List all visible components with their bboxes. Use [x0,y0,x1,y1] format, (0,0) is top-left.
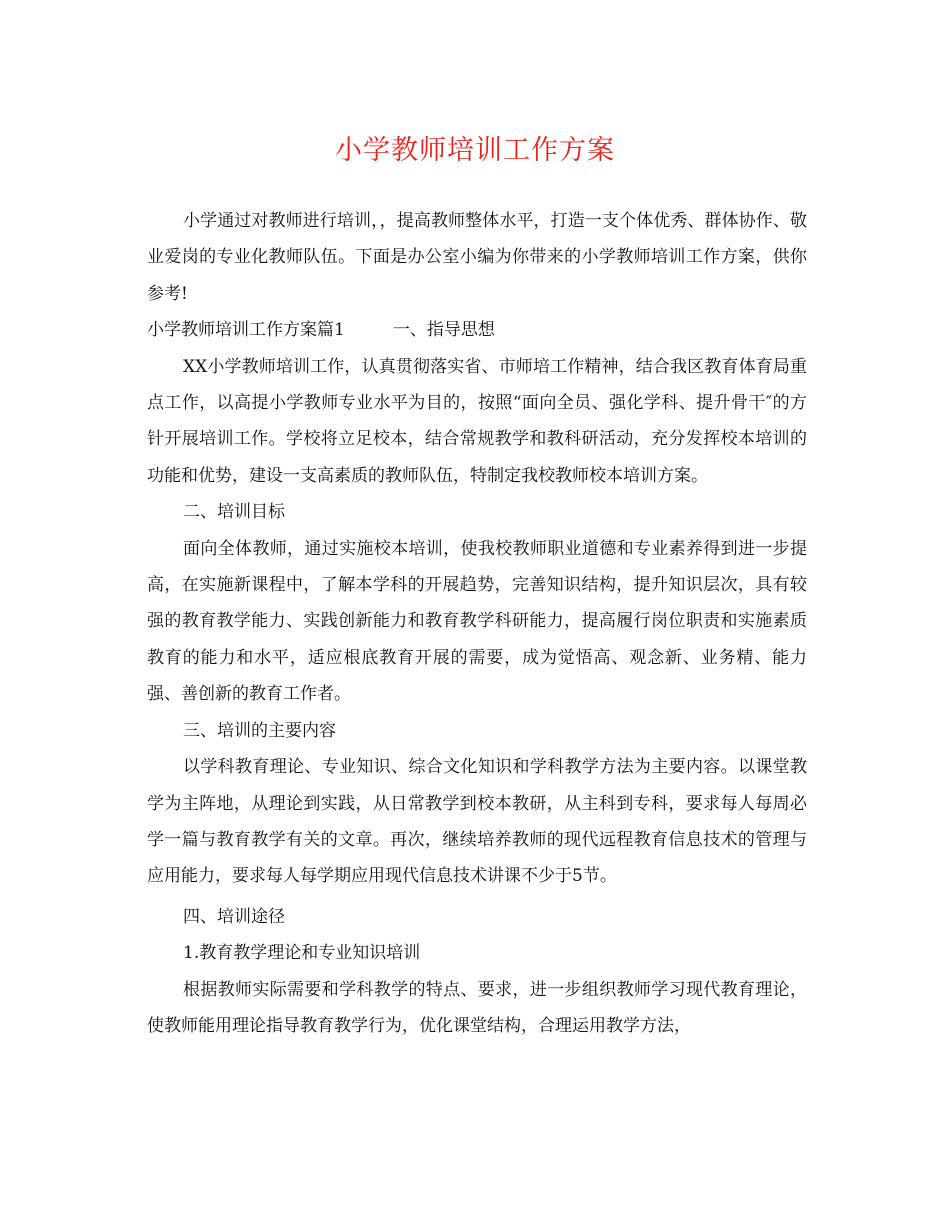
section-1-paragraph: XX小学教师培训工作，认真贯彻落实省、市师培工作精神，结合我区教育体育局重点工作，以高提小学教师专业水平为目的，按照“面向全员、强化学科、提升骨干″的方针开展培训工作。学校将立足校本，结合常规教学和教科研活动，充分发挥校本培训的功能和优势，建设一支高素质的教师队伍，特制定我校教师校本培训方案。 [147,356,807,486]
section-3-paragraph: 以学科教育理论、专业知识、综合文化知识和学科教学方法为主要内容。以课堂教学为主阵地，从理论到实践，从日常教学到校本教研，从主科到专科，要求每人每周必学一篇与教育教学有关的文章。再次，继续培养教师的现代远程教育信息技术的管理与应用能力，要求每人每学期应用现代信息技术讲课不少于5节。 [147,757,807,887]
section-2-heading: 二、培训目标 [183,502,285,523]
intro-paragraph: 小学通过对教师进行培训，，提高教师整体水平，打造一支个体优秀、群体协作、敬业爱岗的专业化教师队伍。下面是办公室小编为你带来的小学教师培训工作方案，供你参考! [147,211,807,304]
section-1-heading: 一、指导思想 [392,320,495,341]
section-3-heading: 三、培训的主要内容 [183,720,336,741]
chapter-label: 小学教师培训工作方案篇1 [147,320,345,341]
document-title: 小学教师培训工作方案 [335,135,615,166]
section-4-heading: 四、培训途径 [183,906,285,927]
chapter-line [147,312,807,348]
section-4-paragraph: 根据教师实际需要和学科教学的特点、要求，进一步组织教师学习现代教育理论，使教师能用理论指导教育教学行为，优化课堂结构，合理运用教学方法， [147,979,807,1036]
document-body [147,203,807,1044]
section-2-paragraph: 面向全体教师，通过实施校本培训，使我校教师职业道德和专业素养得到进一步提高，在实施新课程中，了解本学科的开展趋势，完善知识结构，提升知识层次，具有较强的教育教学能力、实践创新能力和教育教学科研能力，提高履行岗位职责和实施素质教育的能力和水平，适应根底教育开展的需要，成为觉悟高、观念新、业务精、能力强、善创新的教育工作者。 [147,538,807,705]
section-4-subheading: 1.教育教学理论和专业知识培训 [183,943,421,964]
